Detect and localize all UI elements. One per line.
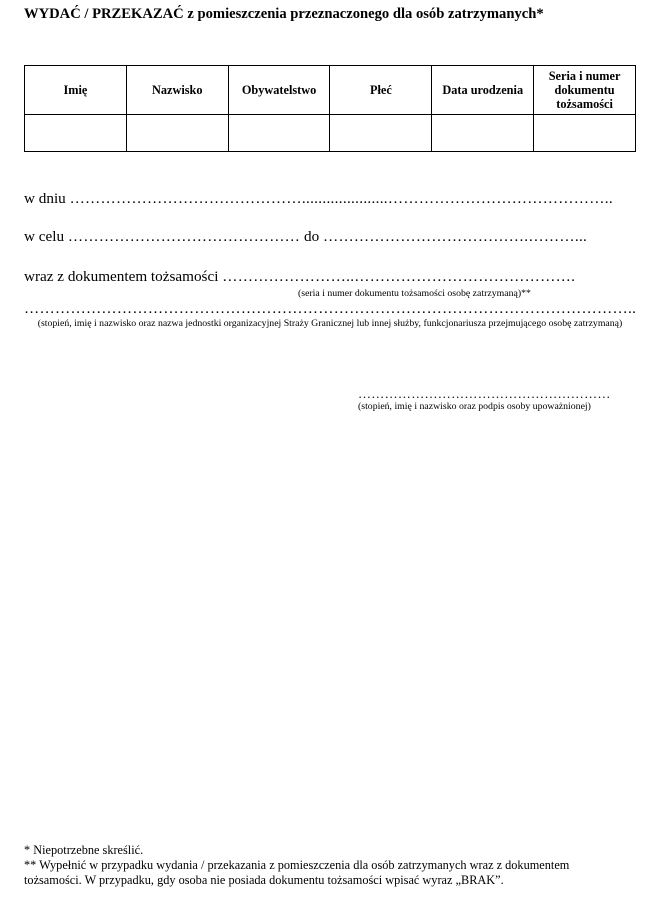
footnote-3: tożsamości. W przypadku, gdy osoba nie posiada dokumentu tożsamości wpisać wyraz „BRAK”. xyxy=(24,873,504,887)
header-last-name: Nazwisko xyxy=(126,66,228,115)
destination-label: do xyxy=(303,228,320,245)
id-document-label: wraz z dokumentem tożsamości xyxy=(24,268,219,285)
cell-first-name[interactable] xyxy=(25,115,127,152)
id-document-field[interactable]: ……………………..……………………………………. xyxy=(222,268,576,285)
id-document-line xyxy=(24,268,575,286)
header-citizenship: Obywatelstwo xyxy=(228,66,330,115)
destination-field[interactable]: ………………………………….………... xyxy=(322,228,588,245)
page-title: WYDAĆ / PRZEKAZAĆ z pomieszczenia przeznaczonego dla osób zatrzymanych* xyxy=(24,6,544,22)
signature-caption: (stopień, imię i nazwisko oraz podpis osoby upoważnionej) xyxy=(358,401,591,412)
cell-birth-date[interactable] xyxy=(432,115,534,152)
date-line xyxy=(24,190,613,208)
detainee-table xyxy=(24,65,636,152)
footnote-2: ** Wypełnić w przypadku wydania / przekazania z pomieszczenia dla osób zatrzymanych wraz z dokumentem xyxy=(24,858,570,872)
receiver-field[interactable]: ……………………………………………………………………………………………………….. xyxy=(24,300,637,317)
date-label: w dniu xyxy=(24,190,66,207)
cell-sex[interactable] xyxy=(330,115,432,152)
purpose-line xyxy=(24,228,587,246)
signature-field[interactable]: ………………………………………………… xyxy=(358,386,611,401)
header-first-name: Imię xyxy=(25,66,127,115)
header-id-document: Seria i numer dokumentu tożsamości xyxy=(534,66,636,115)
id-document-caption: (seria i numer dokumentu tożsamości osobę zatrzymaną)** xyxy=(298,288,531,299)
purpose-field[interactable]: ……………………………………… xyxy=(67,228,301,245)
header-sex: Płeć xyxy=(330,66,432,115)
footnotes xyxy=(24,843,569,888)
footnote-1: * Niepotrzebne skreślić. xyxy=(24,843,144,857)
purpose-label: w celu xyxy=(24,228,65,245)
header-birth-date: Data urodzenia xyxy=(432,66,534,115)
table-header-row xyxy=(25,66,636,115)
receiver-caption: (stopień, imię i nazwisko oraz nazwa jednostki organizacyjnej Straży Granicznej lub innej służby, funkcjonariusza przejmującego osobę zatrzymaną) xyxy=(37,318,623,329)
cell-id-document[interactable] xyxy=(534,115,636,152)
cell-last-name[interactable] xyxy=(126,115,228,152)
cell-citizenship[interactable] xyxy=(228,115,330,152)
table-row xyxy=(25,115,636,152)
date-field[interactable]: ……………………………………….....................…………………………………….. xyxy=(69,190,613,207)
